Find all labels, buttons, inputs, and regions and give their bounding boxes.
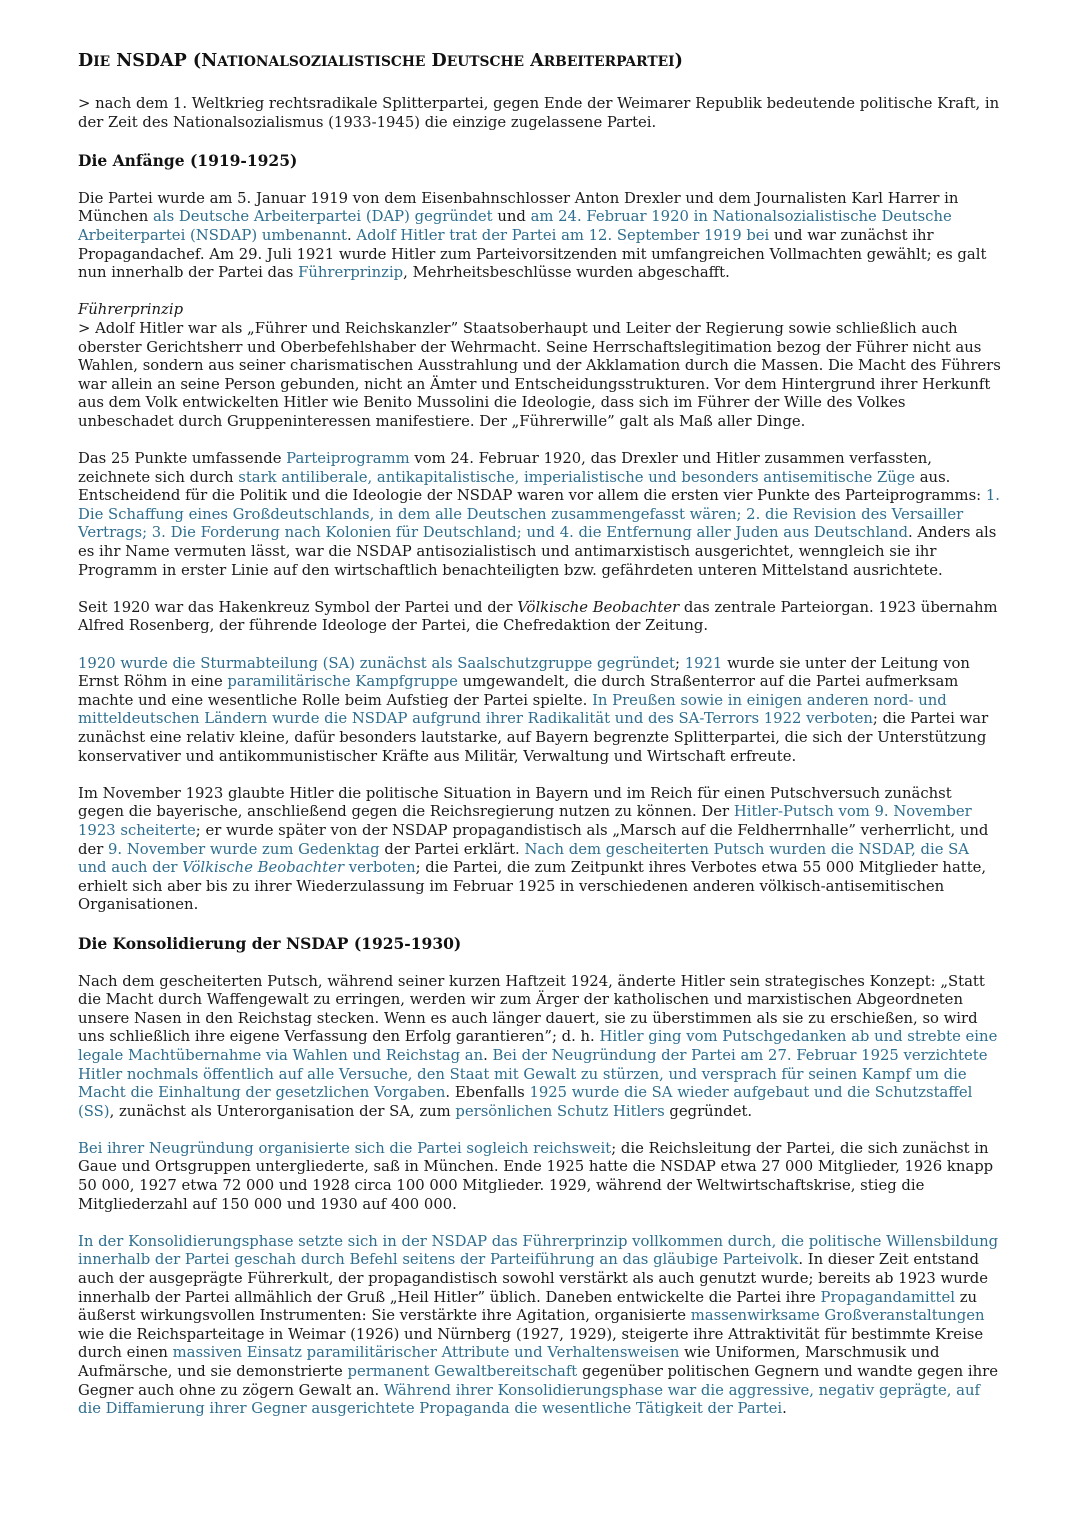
paragraph-putsch: Im November 1923 glaubte Hitler die politische Situation in Bayern und im Reich für einen Putschversuch zunächst gegen die bayerische, anschließend gegen die Reichsregierung nutzen zu können. Der Hitler-Putsch vom 9. November 1923 scheiterte; er wurde später von der NSDAP propagandistisch als „Marsch auf die Feldherrnhalle” verherrlicht, und der 9. November wurde zum Gedenktag der Partei erklärt. Nach dem gescheiterten Putsch wurden die NSDAP, die SA und auch der Völkische Beobachter verboten; die Partei, die zum Zeitpunkt ihres Verbotes etwa 55 000 Mitglieder hatte, erhielt sich aber bis zu ihrer Wiederzulassung im Februar 1925 in verschiedenen anderen völkisch-antisemitischen Organisationen. [78,784,989,914]
paragraph-fuehrerprinzip: > Adolf Hitler war als „Führer und Reichskanzler” Staatsoberhaupt und Leiter der Regierung sowie schließlich auch oberster Gerichtsherr und Oberbefehlshaber der Wehrmacht. Seine Herrschaftslegitimation bezog der Führer nicht aus Wahlen, sondern aus seiner charismatischen Ausstrahlung und der Akklamation durch die Massen. Die Macht des Führers war allein an seine Person gebunden, nicht an Ämter und Entscheidungsstrukturen. Vor dem Hintergrund ihrer Herkunft aus dem Volk entwickelten Hitler wie Benito Mussolini die Ideologie, dass sich im Führer der Wille des Volkes unbeschadet durch Gruppeninteressen manifestiere. Der „Führerwille” galt als Maß aller Dinge. [78,319,1001,430]
paragraph-neugruendung: Bei ihrer Neugründung organisierte sich die Partei sogleich reichsweit; die Reichsleitung der Partei, die sich zunächst in Gaue und Ortsgruppen untergliederte, saß in München. Ende 1925 hatte die NSDAP etwa 27 000 Mitglieder, 1926 knapp 50 000, 1927 etwa 72 000 und 1928 circa 100 000 Mitglieder. 1929, während der Weltwirtschaftskrise, stieg die Mitgliederzahl auf 150 000 und 1930 auf 400 000. [78,1139,994,1213]
paragraph-founding: Die Partei wurde am 5. Januar 1919 von dem Eisenbahnschlosser Anton Drexler und dem Journalisten Karl Harrer in München als Deutsche Arbeiterpartei (DAP) gegründet und am 24. Februar 1920 in Nationalsozialistische Deutsche Arbeiterpartei (NSDAP) umbenannt. Adolf Hitler trat der Partei am 12. September 1919 bei und war zunächst ihr Propagandachef. Am 29. Juli 1921 wurde Hitler zum Parteivorsitzenden mit umfangreichen Vollmachten gewählt; es galt nun innerhalb der Partei das Führerprinzip, Mehrheitsbeschlüsse wurden abgeschafft. [78,189,987,282]
section-heading-konsolidierung: Die Konsolidierung der NSDAP (1925-1930) [78,933,462,953]
subheading-fuehrerprinzip: Führerprinzip [78,301,184,319]
paragraph-konsolidierungsphase: In der Konsolidierungsphase setzte sich in der NSDAP das Führerprinzip vollkommen durch, die politische Willensbildung innerhalb der Partei geschah durch Befehl seitens der Parteiführung an das gläubige Parteivolk. In dieser Zeit entstand auch der ausgeprägte Führerkult, der propagandistisch sowohl verstärkt als auch genutzt wurde; bereits ab 1923 wurde innerhalb der Partei allmählich der Gruß „Heil Hitler” üblich. Daneben entwickelte die Partei ihre Propagandamittel zu äußerst wirkungsvollen Instrumenten: Sie verstärkte ihre Agitation, organisierte massenwirksame Großveranstaltungen wie die Reichsparteitage in Weimar (1926) und Nürnberg (1927, 1929), steigerte ihre Attraktivität für bestimmte Kreise durch einen massiven Einsatz paramilitärischer Attribute und Verhaltensweisen wie Uniformen, Marschmusik und Aufmärsche, und sie demonstrierte permanent Gewaltbereitschaft gegenüber politischen Gegnern und wandte gegen ihre Gegner auch ohne zu zögern Gewalt an. Während ihrer Konsolidierungsphase war die aggressive, negativ geprägte, auf die Diffamierung ihrer Gegner ausgerichtete Propaganda die wesentliche Tätigkeit der Partei. [78,1232,999,1418]
page-title: DIE NSDAP (NATIONALSOZIALISTISCHE DEUTSCHE ARBEITERPARTEI) [78,51,683,71]
paragraph-strategie: Nach dem gescheiterten Putsch, während seiner kurzen Haftzeit 1924, änderte Hitler sein strategisches Konzept: „Statt die Macht durch Waffengewalt zu erringen, werden wir zum Ärger der katholischen und marxistischen Abgeordneten unsere Nasen in den Reichstag stecken. Wenn es auch länger dauert, sie zu überstimmen als sie zu erschießen, so wird uns schließlich ihre eigene Verfassung den Erfolg garantieren”; d. h. Hitler ging vom Putschgedanken ab und strebte eine legale Machtübernahme via Wahlen und Reichstag an. Bei der Neugründung der Partei am 27. Februar 1925 verzichtete Hitler nochmals öffentlich auf alle Versuche, den Staat mit Gewalt zu stürzen, und versprach für seinen Kampf um die Macht die Einhaltung der gesetzlichen Vorgaben. Ebenfalls 1925 wurde die SA wieder aufgebaut und die Schutzstaffel (SS), zunächst als Unterorganisation der SA, zum persönlichen Schutz Hitlers gegründet. [78,972,998,1120]
paragraph-sturmabteilung: 1920 wurde die Sturmabteilung (SA) zunächst als Saalschutzgruppe gegründet; 1921 wurde sie unter der Leitung von Ernst Röhm in eine paramilitärische Kampfgruppe umgewandelt, die durch Straßenterror auf die Partei aufmerksam machte und eine wesentliche Rolle beim Aufstieg der Partei spielte. In Preußen sowie in einigen anderen nord- und mitteldeutschen Ländern wurde die NSDAP aufgrund ihrer Radikalität und des SA-Terrors 1922 verboten; die Partei war zunächst eine relativ kleine, dafür besonders lautstarke, auf Bayern begrenzte Splitterpartei, die sich der Unterstützung konservativer und antikommunistischer Kräfte aus Militär, Verwaltung und Wirtschaft erfreute. [78,654,989,765]
intro-paragraph: > nach dem 1. Weltkrieg rechtsradikale Splitterpartei, gegen Ende der Weimarer Republik bedeutende politische Kraft, in der Zeit des Nationalsozialismus (1933-1945) die einzige zugelassene Partei. [78,95,1000,131]
paragraph-parteiprogramm: Das 25 Punkte umfassende Parteiprogramm vom 24. Februar 1920, das Drexler und Hitler zusammen verfassten, zeichnete sich durch stark antiliberale, antikapitalistische, imperialistische und besonders antisemitische Züge aus. Entscheidend für die Politik und die Ideologie der NSDAP waren vor allem die ersten vier Punkte des Parteiprogramms: 1. Die Schaffung eines Großdeutschlands, in dem alle Deutschen zusammengefasst wären; 2. die Revision des Versailler Vertrags; 3. Die Forderung nach Kolonien für Deutschland; und 4. die Entfernung aller Juden aus Deutschland. Anders als es ihr Name vermuten lässt, war die NSDAP antisozialistisch und antimarxistisch ausgerichtet, wenngleich sie ihr Programm in erster Linie auf den wirtschaftlich benachteiligten bzw. gefährdeten unteren Mittelstand ausrichtete. [78,450,1000,579]
section-heading-anfaenge: Die Anfänge (1919-1925) [78,150,298,170]
paragraph-hakenkreuz: Seit 1920 war das Hakenkreuz Symbol der Partei und der Völkische Beobachter das zentrale Parteiorgan. 1923 übernahm Alfred Rosenberg, der führende Ideologe der Partei, die Chefredaktion der Zeitung. [78,598,998,635]
